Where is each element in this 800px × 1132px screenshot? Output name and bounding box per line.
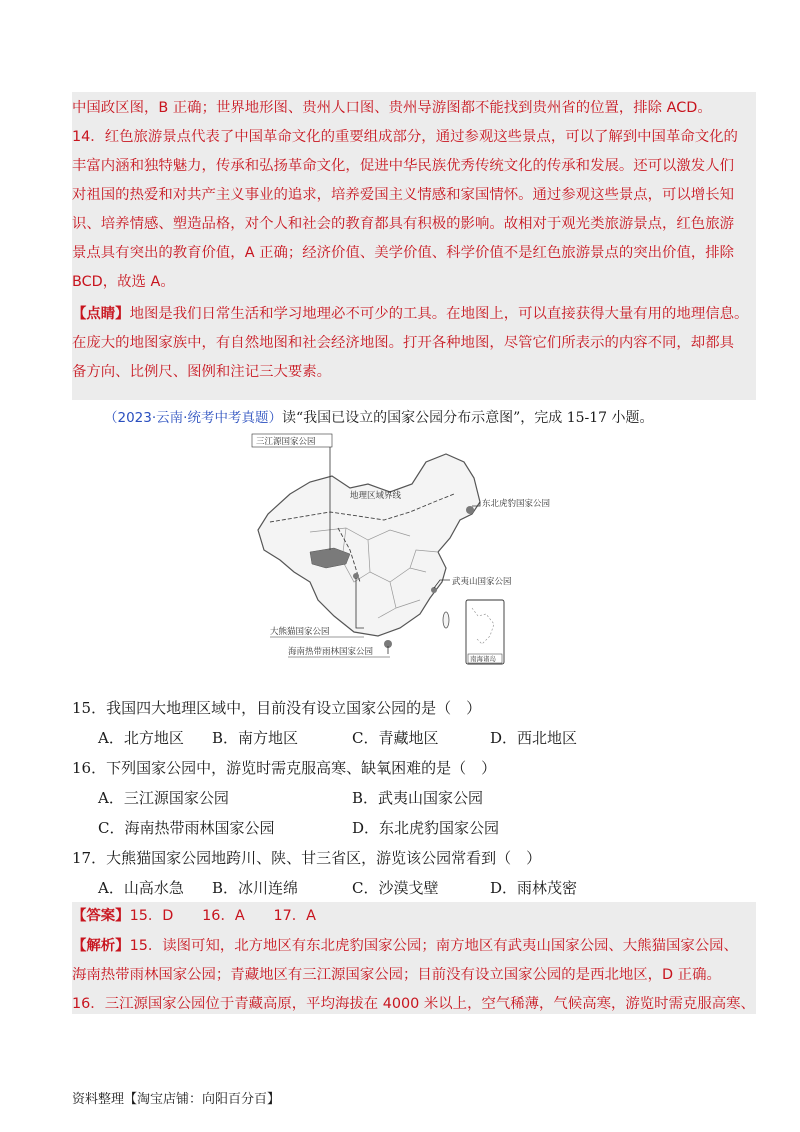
answer-line: BCD，故选 A。 xyxy=(72,274,175,290)
q17-option-a: A．山高水急 xyxy=(98,879,184,897)
q17-option-c: C．沙漠戈壁 xyxy=(352,879,439,897)
label-region-boundary: 地理区域界线 xyxy=(350,491,402,501)
q15-option-a: A．北方地区 xyxy=(98,729,184,747)
question-15-stem: 15．我国四大地理区域中，目前没有设立国家公园的是（ ） xyxy=(72,699,482,717)
tip-line: 在庞大的地图家族中，有自然地图和社会经济地图。打开各种地图，尽管它们所表示的内容不同，却都具 xyxy=(72,335,734,351)
q16-option-a: A．三江源国家公园 xyxy=(98,789,229,807)
answer-line: 丰富内涵和独特魅力，传承和弘扬革命文化，促进中华民族优秀传统文化的传承和发展。还可以激发人们 xyxy=(72,158,734,174)
answer-line: 识、培养情感、塑造品格，对个人和社会的教育都具有积极的影响。故相对于观光类旅游景点，红色旅游 xyxy=(72,216,734,232)
taiwan-island xyxy=(443,612,449,628)
answer-line: 14．红色旅游景点代表了中国革命文化的重要组成部分，通过参观这些景点，可以了解到中国革命文化的 xyxy=(72,129,738,145)
tip-text: 地图是我们日常生活和学习地理必不可少的工具。在地图上，可以直接获得大量有用的地理信息。 xyxy=(129,306,749,322)
china-outline xyxy=(258,454,480,636)
q15-option-b: B．南方地区 xyxy=(212,729,299,747)
analysis-line xyxy=(72,936,738,956)
question-17-stem: 17．大熊猫国家公园地跨川、陕、甘三省区，游览该公园常看到（ ） xyxy=(72,849,542,867)
label-sanjiangyuan: 三江源国家公园 xyxy=(256,437,316,447)
q16-option-b: B．武夷山国家公园 xyxy=(352,789,484,807)
q15-option-c: C．青藏地区 xyxy=(352,729,439,747)
answer-line: 景点具有突出的教育价值，A 正确；经济价值、美学价值、科学价值不是红色旅游景点的突出价值，排除 xyxy=(72,245,735,261)
q16-option-c: C．海南热带雨林国家公园 xyxy=(98,819,275,837)
analysis-text: 15．读图可知，北方地区有东北虎豹国家公园；南方地区有武夷山国家公园、大熊猫国家公园、 xyxy=(129,938,738,954)
answer-tag: 【答案】 xyxy=(72,908,130,924)
tip-tag: 【点睛】 xyxy=(72,306,130,322)
answer-text: 15．D 16．A 17．A xyxy=(129,908,317,924)
answer-line xyxy=(72,906,316,926)
label-hainan: 海南热带雨林国家公园 xyxy=(288,647,374,657)
q15-option-d: D．西北地区 xyxy=(490,729,578,747)
q16-option-d: D．东北虎豹国家公园 xyxy=(352,819,500,837)
analysis-tag: 【解析】 xyxy=(72,938,130,954)
question-source: （2023·云南·统考中考真题） xyxy=(104,410,282,426)
answer-analysis-block xyxy=(72,902,756,1014)
answer-line: 中国政区图，B 正确；世界地形图、贵州人口图、贵州导游图都不能找到贵州省的位置，排除 ACD。 xyxy=(72,100,712,116)
question-intro-text: 读“我国已设立的国家公园分布示意图”，完成 15-17 小题。 xyxy=(281,410,654,426)
label-inset: 南海诸岛 xyxy=(470,655,496,663)
question-intro xyxy=(104,406,654,427)
label-dongbei: 东北虎豹国家公园 xyxy=(482,499,551,509)
answer-line: 对祖国的热爱和对共产主义事业的追求，培养爱国主义情感和家国情怀。通过参观这些景点，可以增长知 xyxy=(72,187,734,203)
national-park-map xyxy=(250,432,551,668)
analysis-line: 16．三江源国家公园位于青藏高原，平均海拔在 4000 米以上，空气稀薄，气候高寒，游览时需克服高寒、 xyxy=(72,996,755,1012)
tip-line: 备方向、比例尺、图例和注记三大要素。 xyxy=(72,364,332,380)
tip-line xyxy=(72,304,748,324)
question-16-stem: 16．下列国家公园中，游览时需克服高寒、缺氧困难的是（ ） xyxy=(72,759,497,777)
page-footer: 资料整理【淘宝店铺：向阳百分百】 xyxy=(72,1092,281,1107)
previous-answer-block xyxy=(72,92,756,400)
label-panda: 大熊猫国家公园 xyxy=(270,627,330,637)
analysis-line: 海南热带雨林国家公园；青藏地区有三江源国家公园；目前没有设立国家公园的是西北地区，D 正确。 xyxy=(72,967,721,983)
q17-option-d: D．雨林茂密 xyxy=(490,879,578,897)
q17-option-b: B．冰川连绵 xyxy=(212,879,299,897)
label-wuyishan: 武夷山国家公园 xyxy=(452,577,512,587)
china-map-figure xyxy=(250,432,551,668)
dongbei-park xyxy=(466,506,474,514)
